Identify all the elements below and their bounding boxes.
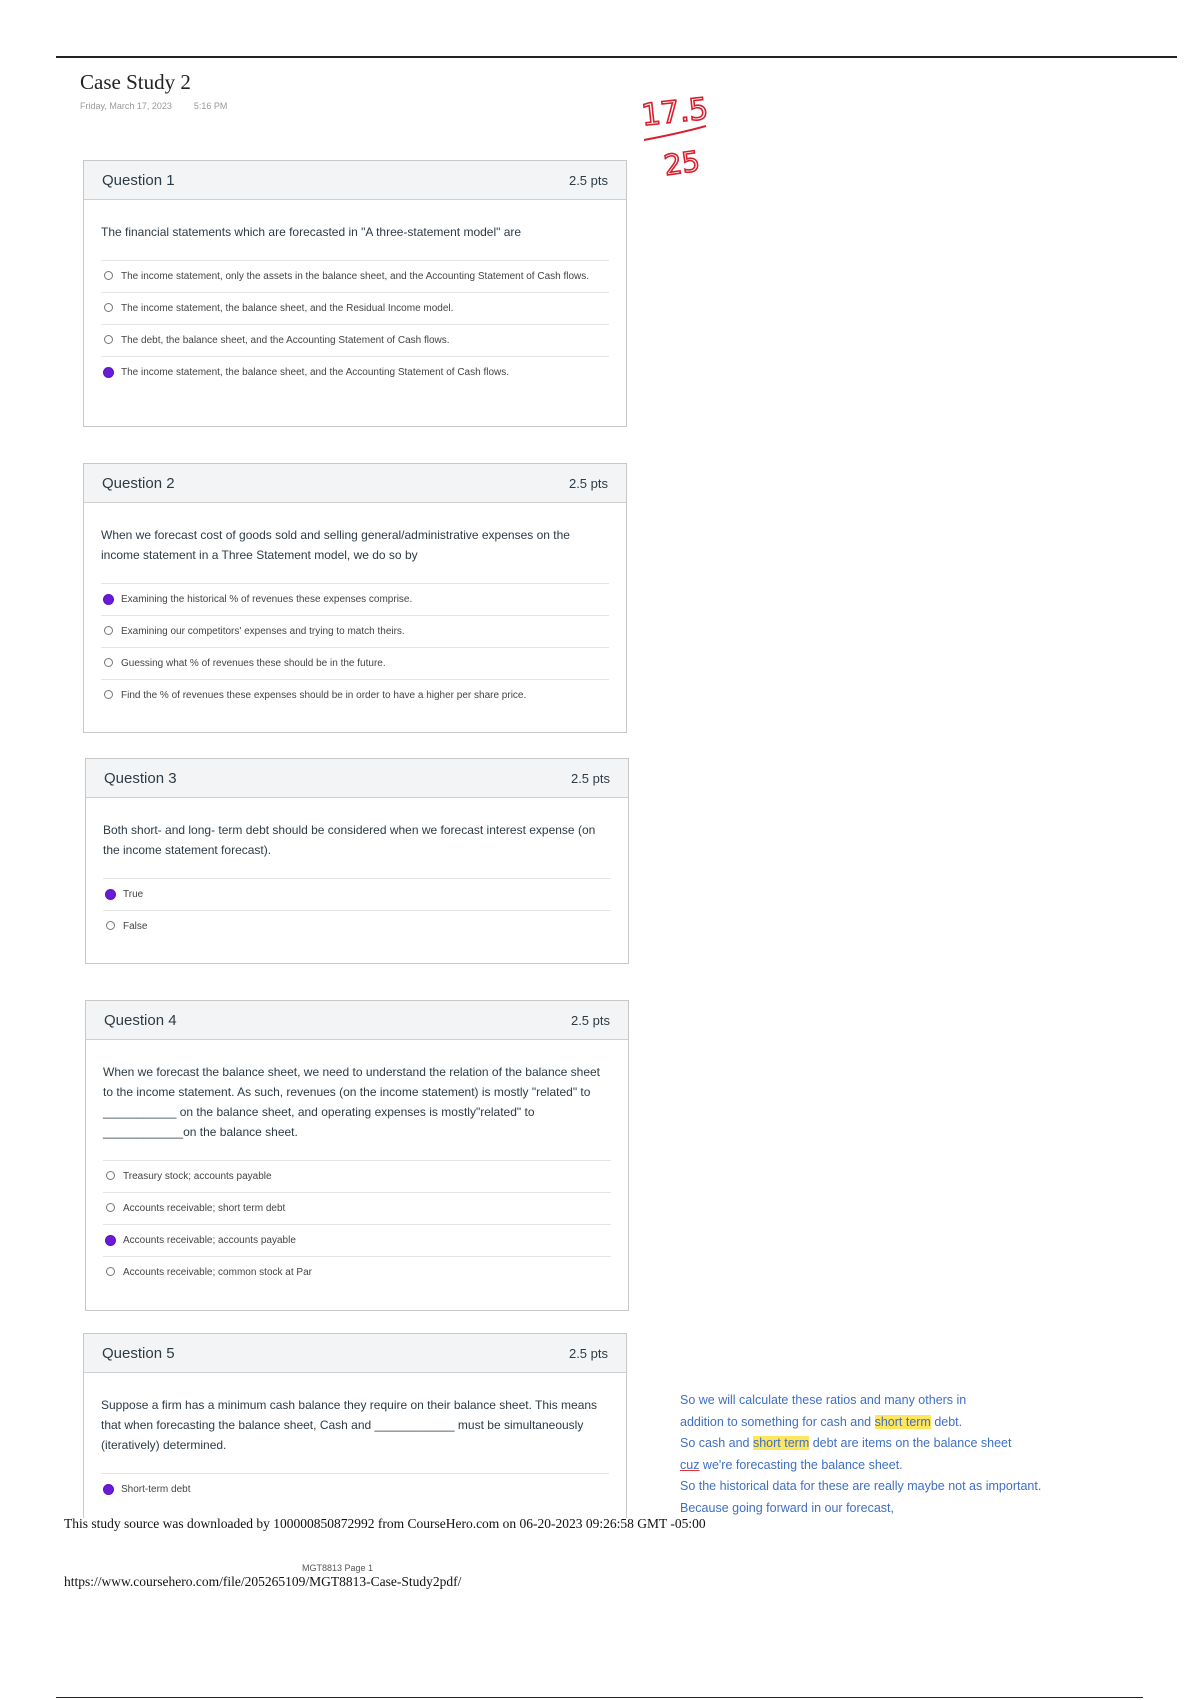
question-title: Question 2 <box>102 474 175 492</box>
answer-text: Short-term debt <box>121 1484 191 1495</box>
radio-selected-icon[interactable] <box>105 1235 116 1246</box>
question-card-3 <box>85 758 629 964</box>
question-text: When we forecast cost of goods sold and selling general/administrative expenses on the income statement in a Three Statement model, we do so by <box>101 528 570 562</box>
question-text: The financial statements which are forecasted in "A three-statement model" are <box>101 225 522 239</box>
radio-selected-icon[interactable] <box>103 594 114 605</box>
radio-unselected-icon[interactable] <box>106 1267 115 1276</box>
question-header <box>84 464 626 503</box>
question-points: 2.5 pts <box>568 1345 608 1361</box>
download-notice: This study source was downloaded by 100000850872992 from CourseHero.com on 06-20-2023 09:26:58 GMT -05:00 <box>64 1516 706 1531</box>
note-text: debt are items on the balance sheet <box>809 1436 1012 1450</box>
answer-text: Accounts receivable; accounts payable <box>123 1235 296 1246</box>
question-points: 2.5 pts <box>570 1012 610 1028</box>
question-points: 2.5 pts <box>568 172 608 188</box>
question-text: Suppose a firm has a minimum cash balance they require on their balance sheet. This means that when forecasting the balance sheet, Cash and ____________ must be simultaneously (iteratively) determined. <box>101 1398 598 1452</box>
answer-option-selected[interactable] <box>103 1224 611 1256</box>
answer-option[interactable] <box>101 679 609 711</box>
answer-text: The income statement, only the assets in the balance sheet, and the Accounting Statement of Cash flows. <box>121 271 590 282</box>
note-underlined: cuz <box>680 1457 700 1472</box>
question-header <box>86 759 628 798</box>
note-text: So cash and <box>680 1436 753 1450</box>
radio-selected-icon[interactable] <box>105 889 116 900</box>
answer-text: Examining our competitors' expenses and trying to match theirs. <box>121 626 405 637</box>
question-card-5 <box>83 1333 627 1518</box>
note-highlight: short term <box>874 1414 931 1429</box>
answer-option[interactable] <box>103 1256 611 1288</box>
page-date: Friday, March 17, 2023 <box>80 101 172 111</box>
answer-option[interactable] <box>103 1160 611 1192</box>
answer-text: Find the % of revenues these expenses should be in order to have a higher per share price. <box>121 690 527 701</box>
bottom-rule <box>56 1697 1143 1698</box>
question-points: 2.5 pts <box>570 770 610 786</box>
note-line <box>680 1455 1150 1477</box>
answer-text: The income statement, the balance sheet, and the Residual Income model. <box>121 303 454 314</box>
note-line: So we will calculate these ratios and many others in <box>680 1393 967 1407</box>
note-text: we're forecasting the balance sheet. <box>699 1457 903 1472</box>
question-card-2 <box>83 463 627 733</box>
answer-text: Accounts receivable; common stock at Par <box>123 1267 312 1278</box>
answer-option[interactable] <box>103 910 611 942</box>
note-line <box>680 1412 1150 1434</box>
handwritten-score <box>636 88 726 183</box>
question-header <box>86 1001 628 1040</box>
question-card-4 <box>85 1000 629 1311</box>
page-time: 5:16 PM <box>193 101 228 111</box>
note-line: Because going forward in our forecast, <box>680 1500 895 1515</box>
radio-unselected-icon[interactable] <box>104 626 113 635</box>
side-notes <box>680 1390 1150 1519</box>
radio-unselected-icon[interactable] <box>104 271 113 280</box>
question-header <box>84 1334 626 1373</box>
question-title: Question 1 <box>102 171 175 189</box>
answer-option-selected[interactable] <box>103 878 611 910</box>
answer-text: Accounts receivable; short term debt <box>123 1203 286 1214</box>
note-line: So the historical data for these are really maybe not as important. <box>680 1479 1042 1493</box>
answer-text: Guessing what % of revenues these should be in the future. <box>121 658 386 669</box>
note-text: addition to something for cash and <box>680 1414 875 1429</box>
page-timestamp <box>80 101 227 111</box>
answer-text: Treasury stock; accounts payable <box>123 1171 272 1182</box>
answer-text: True <box>123 889 144 900</box>
answer-option[interactable] <box>101 615 609 647</box>
radio-unselected-icon[interactable] <box>104 658 113 667</box>
radio-unselected-icon[interactable] <box>106 921 115 930</box>
answer-text: The debt, the balance sheet, and the Accounting Statement of Cash flows. <box>121 335 450 346</box>
radio-selected-icon[interactable] <box>103 1484 114 1495</box>
radio-unselected-icon[interactable] <box>106 1203 115 1212</box>
answer-option[interactable] <box>101 324 609 356</box>
question-title: Question 5 <box>102 1344 175 1362</box>
question-points: 2.5 pts <box>568 475 608 491</box>
answer-option-selected[interactable] <box>101 1473 609 1505</box>
answer-text: Examining the historical % of revenues these expenses comprise. <box>121 594 413 605</box>
answer-option-selected[interactable] <box>101 356 609 388</box>
source-url[interactable]: https://www.coursehero.com/file/205265109/MGT8813-Case-Study2pdf/ <box>64 1574 462 1589</box>
answer-option[interactable] <box>103 1192 611 1224</box>
top-rule <box>56 56 1177 58</box>
page-label: MGT8813 Page 1 <box>302 1563 374 1573</box>
answer-text: The income statement, the balance sheet, and the Accounting Statement of Cash flows. <box>121 367 510 378</box>
radio-unselected-icon[interactable] <box>104 303 113 312</box>
answer-option[interactable] <box>101 260 609 292</box>
question-text: When we forecast the balance sheet, we need to understand the relation of the balance sheet to the income statement. As such, revenues (on the income statement) is mostly "related" to ___________ on the balance sheet, and operating expenses is mostly"related" to ____________on the balance sheet. <box>103 1065 600 1139</box>
question-card-1 <box>83 160 627 427</box>
question-title: Question 3 <box>104 769 177 787</box>
note-text: debt. <box>930 1414 963 1429</box>
answer-option[interactable] <box>101 292 609 324</box>
answer-option[interactable] <box>101 647 609 679</box>
score-denominator: 25 <box>661 144 702 183</box>
radio-unselected-icon[interactable] <box>104 335 113 344</box>
question-text: Both short- and long- term debt should be considered when we forecast interest expense (on the income statement forecast). <box>103 823 596 857</box>
radio-unselected-icon[interactable] <box>104 690 113 699</box>
question-header <box>84 161 626 200</box>
radio-selected-icon[interactable] <box>103 367 114 378</box>
note-line <box>680 1433 1150 1455</box>
answer-text: False <box>123 921 148 932</box>
radio-unselected-icon[interactable] <box>106 1171 115 1180</box>
answer-option-selected[interactable] <box>101 583 609 615</box>
score-numerator: 17.5 <box>639 91 710 134</box>
note-highlight: short term <box>752 1436 810 1450</box>
question-title: Question 4 <box>104 1011 177 1029</box>
page-title: Case Study 2 <box>80 70 191 94</box>
